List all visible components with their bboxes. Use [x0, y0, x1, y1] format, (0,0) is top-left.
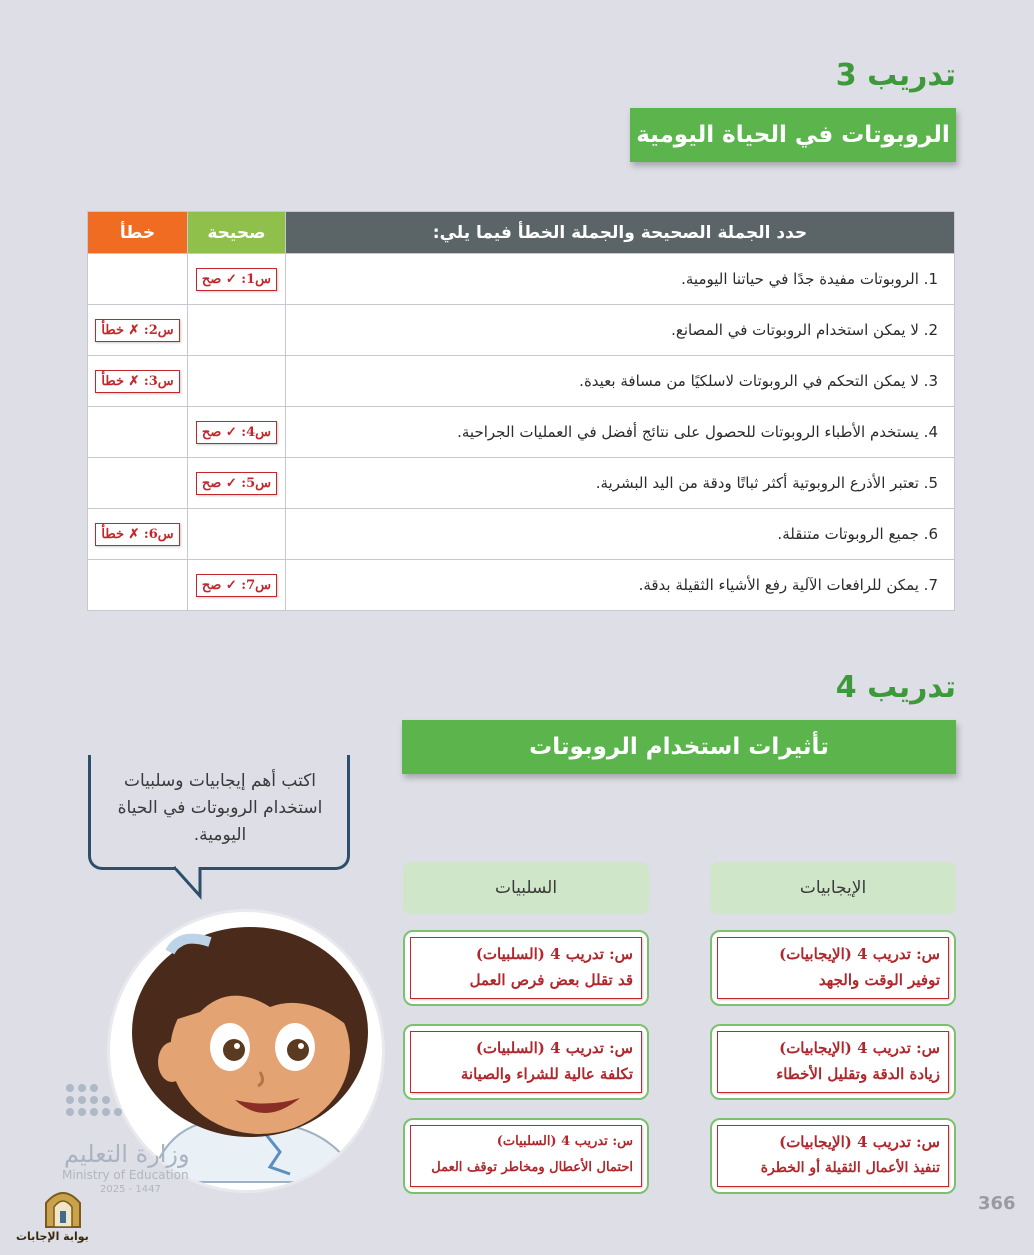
table-row — [88, 356, 955, 407]
statement: 6. جميع الروبوتات متنقلة. — [285, 509, 954, 560]
false-answer-stamp: س6: ✗ خطأ — [95, 523, 179, 546]
true-false-table — [87, 211, 955, 611]
answers-portal-icon — [40, 1185, 86, 1229]
false-cell — [88, 407, 188, 458]
answer-stamp — [410, 1031, 642, 1093]
table-header-row — [88, 212, 955, 254]
false-cell — [88, 356, 188, 407]
true-cell — [187, 458, 285, 509]
pros-label: الإيجابيات — [799, 878, 867, 898]
training-3-banner — [630, 108, 956, 162]
answer-text: احتمال الأعطال ومخاطر توقف العمل — [431, 1160, 633, 1175]
answers-portal-label: بوابة الإجابات — [16, 1230, 89, 1243]
true-cell — [187, 356, 285, 407]
answer-text: تكلفة عالية للشراء والصيانة — [460, 1065, 633, 1083]
training-4-banner-title: تأثيرات استخدام الروبوتات — [529, 734, 829, 760]
answer-stamp — [410, 1125, 642, 1187]
training-4-heading: تدريب 4 — [835, 670, 956, 705]
table-row — [88, 509, 955, 560]
answer-label: س: تدريب 4 (السلبيات) — [475, 945, 633, 963]
false-cell — [88, 560, 188, 611]
answer-text: توفير الوقت والجهد — [818, 971, 940, 989]
training-4-banner — [402, 720, 956, 774]
table-row — [88, 458, 955, 509]
cons-label: السلبيات — [494, 878, 558, 898]
cons-answer-box[interactable] — [403, 1024, 649, 1100]
true-cell — [187, 509, 285, 560]
pros-header — [710, 862, 956, 914]
statement: 7. يمكن للرافعات الآلية رفع الأشياء الثقيلة بدقة. — [285, 560, 954, 611]
bubble-instruction: اكتب أهم إيجابيات وسلبيات استخدام الروبوتات في الحياة اليومية. — [117, 771, 323, 845]
training-3-heading: تدريب 3 — [835, 58, 956, 93]
false-cell — [88, 254, 188, 305]
true-answer-stamp: س7: ✓ صح — [196, 574, 277, 597]
statement: 1. الروبوتات مفيدة جدًا في حياتنا اليومية. — [285, 254, 954, 305]
speech-bubble-tail — [170, 862, 210, 902]
cons-answer-box[interactable] — [403, 930, 649, 1006]
pros-answer-box[interactable] — [710, 930, 956, 1006]
answer-label: س: تدريب 4 (الإيجابيات) — [779, 945, 940, 963]
answer-stamp — [717, 1031, 949, 1093]
cons-header — [403, 862, 649, 914]
true-answer-stamp: س5: ✓ صح — [196, 472, 277, 495]
ministry-name-ar: وزارة التعليم — [64, 1140, 190, 1168]
page-number: 366 — [978, 1193, 1016, 1214]
pros-answer-box[interactable] — [710, 1024, 956, 1100]
answer-stamp — [717, 1125, 949, 1187]
false-answer-stamp: س3: ✗ خطأ — [95, 370, 179, 393]
pros-answer-box[interactable] — [710, 1118, 956, 1194]
false-cell — [88, 458, 188, 509]
ministry-years: 2025 - 1447 — [100, 1184, 161, 1195]
training-3-banner-title: الروبوتات في الحياة اليومية — [636, 122, 950, 148]
answer-label: س: تدريب 4 (الإيجابيات) — [779, 1133, 940, 1151]
header-question: حدد الجملة الصحيحة والجملة الخطأ فيما يلي: — [285, 212, 954, 254]
statement: 4. يستخدم الأطباء الروبوتات للحصول على نتائج أفضل في العمليات الجراحية. — [285, 407, 954, 458]
answer-label: س: تدريب 4 (السلبيات) — [475, 1039, 633, 1057]
answer-label: س: تدريب 4 (السلبيات) — [496, 1134, 633, 1149]
true-answer-stamp: س4: ✓ صح — [196, 421, 277, 444]
true-cell — [187, 407, 285, 458]
true-cell — [187, 305, 285, 356]
ministry-logo-icon — [64, 1080, 174, 1136]
answer-text: زيادة الدقة وتقليل الأخطاء — [776, 1065, 940, 1083]
statement: 5. تعتبر الأذرع الروبوتية أكثر ثباتًا ودقة من اليد البشرية. — [285, 458, 954, 509]
answer-text: تنفيذ الأعمال الثقيلة أو الخطرة — [760, 1160, 940, 1176]
statement: 2. لا يمكن استخدام الروبوتات في المصانع. — [285, 305, 954, 356]
true-cell — [187, 254, 285, 305]
answer-stamp — [717, 937, 949, 999]
table-row — [88, 305, 955, 356]
answer-stamp — [410, 937, 642, 999]
true-cell — [187, 560, 285, 611]
answer-text: قد تقلل بعض فرص العمل — [469, 971, 633, 989]
cons-answer-box[interactable] — [403, 1118, 649, 1194]
header-false: خطأ — [88, 212, 188, 254]
answer-label: س: تدريب 4 (الإيجابيات) — [779, 1039, 940, 1057]
header-true: صحيحة — [187, 212, 285, 254]
table-row — [88, 560, 955, 611]
statement: 3. لا يمكن التحكم في الروبوتات لاسلكيًا من مسافة بعيدة. — [285, 356, 954, 407]
table-row — [88, 407, 955, 458]
true-answer-stamp: س1: ✓ صح — [196, 268, 277, 291]
ministry-name-en: Ministry of Education — [62, 1168, 189, 1182]
false-cell — [88, 305, 188, 356]
false-answer-stamp: س2: ✗ خطأ — [95, 319, 179, 342]
false-cell — [88, 509, 188, 560]
table-row — [88, 254, 955, 305]
